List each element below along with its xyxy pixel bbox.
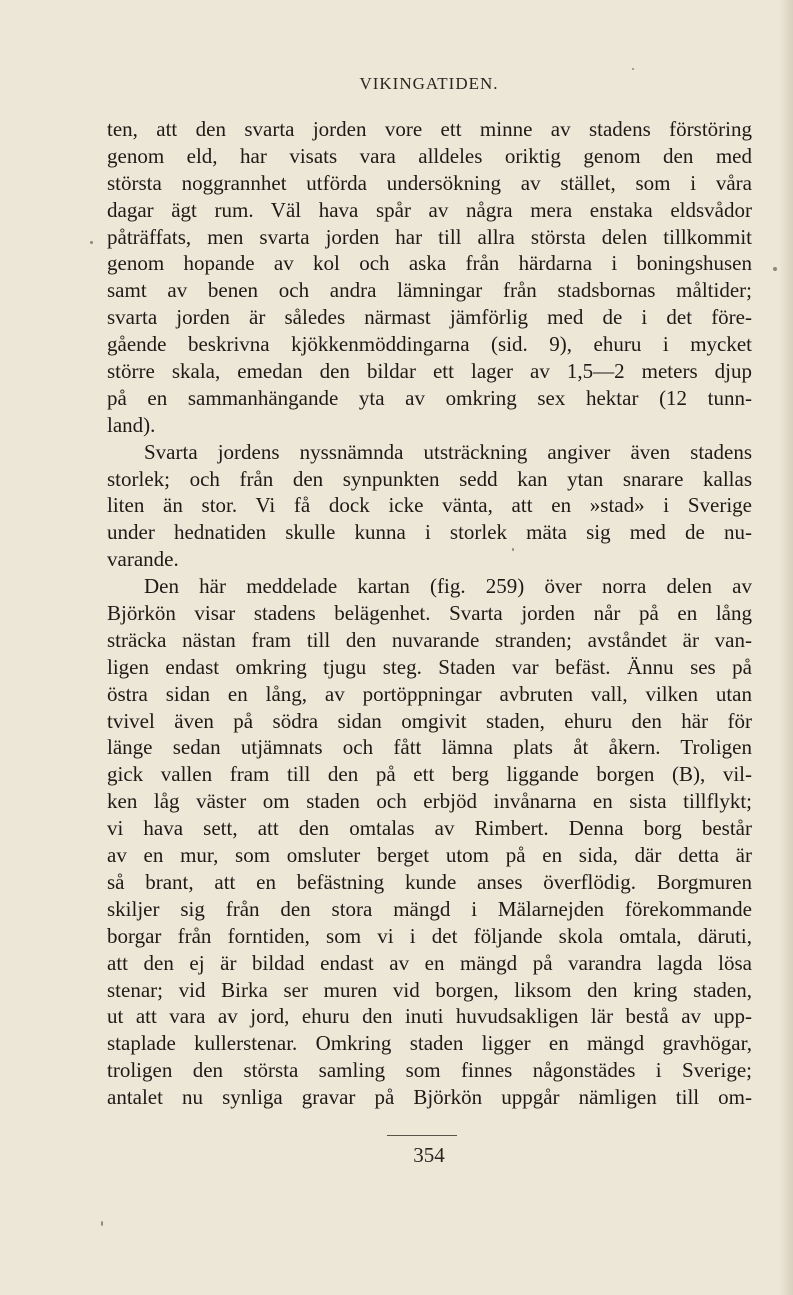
text-line: gick vallen fram till den på ett berg liggande borgen (B), vil-: [107, 762, 752, 787]
text-line: gående beskrivna kjökkenmöddingarna (sid. 9), ehuru i mycket: [107, 332, 752, 357]
text-line: länge sedan utjämnats och fått lämna plats åt åkern. Troligen: [107, 735, 752, 760]
paper-speck: [90, 241, 93, 244]
text-line: att den ej är bildad endast av en mängd på varandra lagda lösa: [107, 950, 752, 975]
text-line: skiljer sig från den stora mängd i Mälarnejden förekommande: [107, 896, 752, 921]
text-line: genom eld, har visats vara alldeles oriktig genom den med: [107, 143, 752, 168]
text-line: svarta jorden är således närmast jämförlig med de i det före-: [107, 305, 752, 330]
text-line: ten, att den svarta jorden vore ett minne av stadens förstöring: [107, 117, 752, 141]
text-line: liten än stor. Vi få dock icke vänta, att en »stad» i Sverige: [107, 493, 752, 518]
paper-speck: [632, 68, 634, 70]
text-line: ut att vara av jord, ehuru den inuti huvudsakligen lär bestå av upp-: [107, 1004, 752, 1029]
text-line: Svarta jordens nyssnämnda utsträckning angiver även stadens: [144, 439, 752, 464]
text-line: ken låg väster om staden och erbjöd invånarna en sista tillflykt;: [107, 789, 752, 814]
text-line: vi hava sett, att den omtalas av Rimbert. Denna borg består: [107, 816, 752, 841]
text-line: påträffats, men svarta jorden har till allra största delen tillkommit: [107, 224, 752, 249]
text-line: större skala, emedan den bildar ett lager av 1,5—2 meters djup: [107, 359, 752, 384]
text-line: troligen den största samling som finnes någonstädes i Sverige;: [107, 1058, 752, 1083]
text-line: Björkön visar stadens belägenhet. Svarta jorden når på en lång: [107, 601, 752, 626]
text-line: genom hopande av kol och aska från härdarna i boningshusen: [107, 251, 752, 276]
paper-speck: [101, 1221, 103, 1226]
text-line: antalet nu synliga gravar på Björkön uppgår nämligen till om-: [107, 1085, 752, 1110]
text-line: under hednatiden skulle kunna i storlek mäta sig med de nu-: [107, 520, 752, 545]
text-line: stenar; vid Birka ser muren vid borgen, liksom den kring staden,: [107, 977, 752, 1002]
page-number: 354: [413, 1143, 445, 1167]
text-line: östra sidan en lång, av portöppningar avbruten vall, vilken utan: [107, 681, 752, 706]
text-line: samt av benen och andra lämningar från stadsbornas måltider;: [107, 278, 752, 303]
text-line: varande.: [107, 547, 179, 572]
paper-speck: [773, 267, 777, 271]
paper-speck: [512, 548, 514, 551]
text-line: ligen endast omkring tjugu steg. Staden var befäst. Ännu ses på: [107, 654, 752, 679]
text-line: sträcka nästan fram till den nuvarande stranden; avståndet är van-: [107, 627, 752, 652]
text-line: största noggrannhet utförda undersökning av stället, som i våra: [107, 170, 752, 195]
text-line: borgar från forntiden, som vi i det följande skola omtala, däruti,: [107, 923, 752, 948]
text-line: land).: [107, 412, 156, 437]
text-line: tvivel även på södra sidan omgivit staden, ehuru den här för: [107, 708, 752, 733]
text-line: dagar ägt rum. Väl hava spår av några mera enstaka eldsvådor: [107, 197, 752, 222]
text-line: storlek; och från den synpunkten sedd kan ytan snarare kallas: [107, 466, 752, 491]
page-edge-shadow: [779, 0, 793, 1295]
text-line: på en sammanhängande yta av omkring sex hektar (12 tunn-: [107, 385, 752, 410]
text-line: staplade kullerstenar. Omkring staden ligger en mängd gravhögar,: [107, 1031, 752, 1056]
text-line: av en mur, som omsluter berget utom på en sida, där detta är: [107, 843, 752, 868]
body-text: [107, 116, 752, 1111]
text-line: Den här meddelade kartan (fig. 259) över norra delen av: [144, 574, 752, 599]
footer-rule: [387, 1135, 457, 1136]
running-head: VIKINGATIDEN.: [359, 74, 499, 93]
text-line: så brant, att en befästning kunde anses överflödig. Borgmuren: [107, 869, 752, 894]
